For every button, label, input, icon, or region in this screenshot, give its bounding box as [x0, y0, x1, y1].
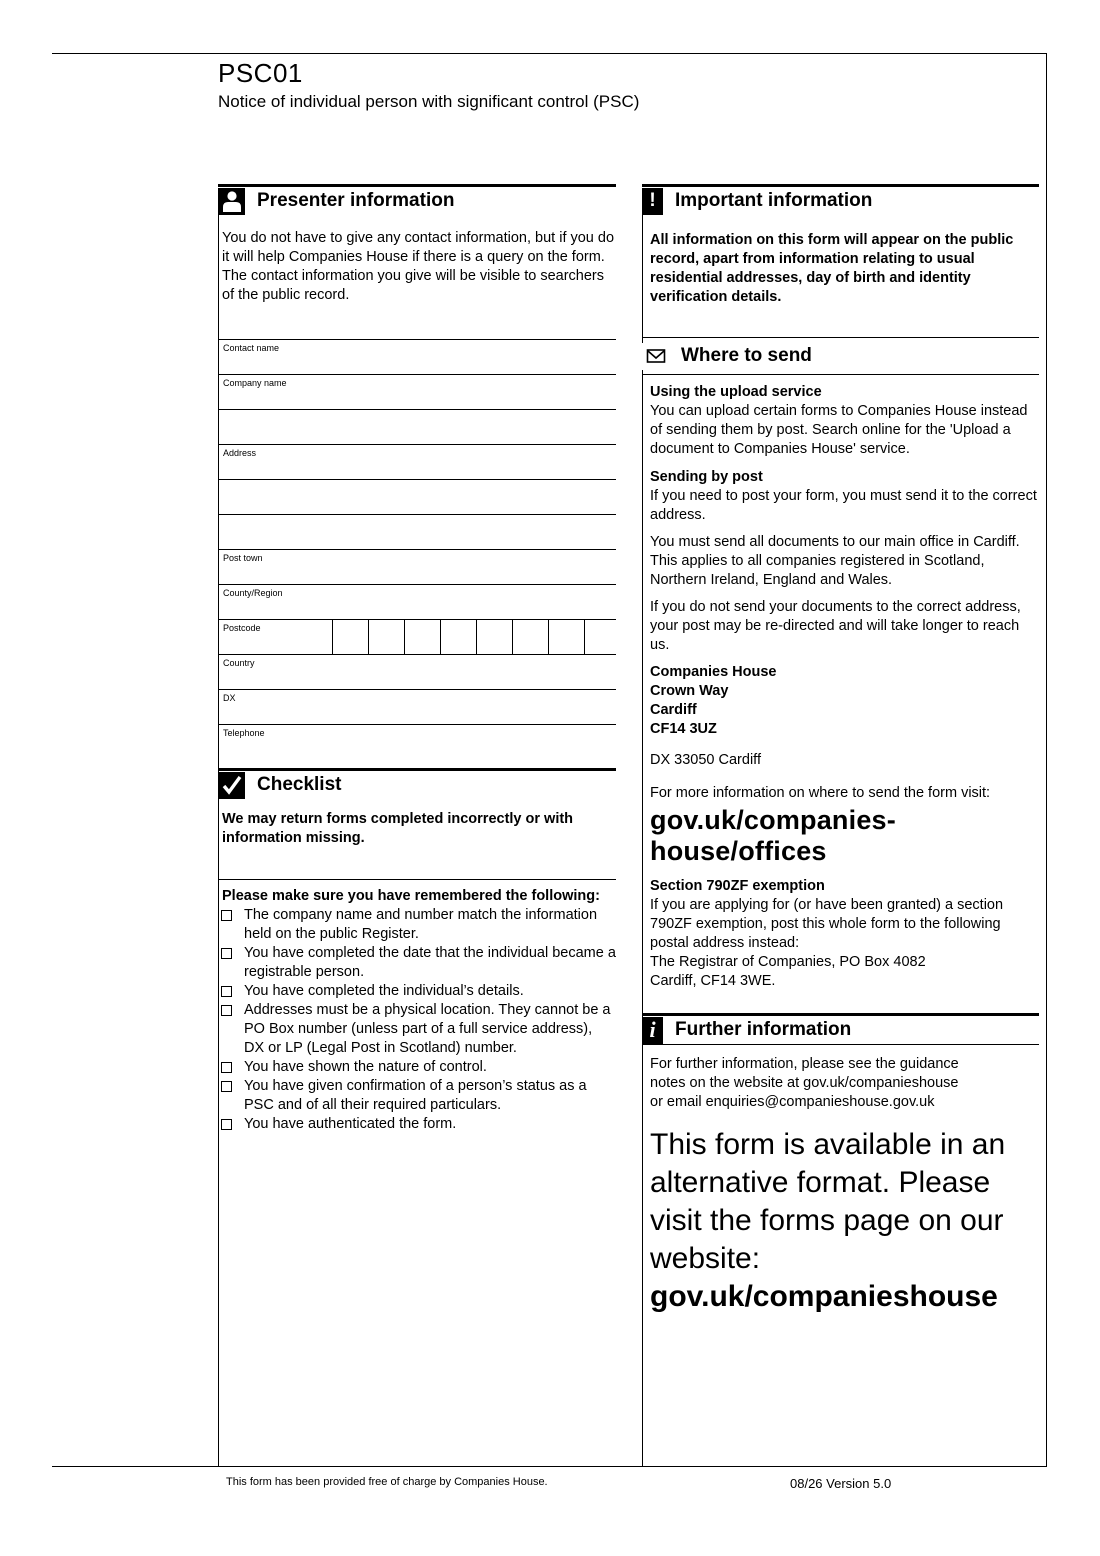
postcode-field[interactable] [218, 619, 616, 654]
offices-link[interactable]: gov.uk/companies-house/offices [650, 805, 896, 866]
dx-field[interactable] [218, 689, 616, 724]
telephone-label: Telephone [223, 728, 265, 738]
checkbox[interactable] [221, 1005, 232, 1016]
important-heading [642, 184, 1039, 215]
right-column-rule [642, 215, 643, 1466]
dx-address: DX 33050 Cardiff [650, 752, 761, 768]
country-label: Country [223, 658, 255, 668]
form-code: PSC01 [218, 58, 303, 88]
further-text-line: For further information, please see the guidance [650, 1056, 959, 1072]
companies-house-address: Companies House Crown Way Cardiff CF14 3UZ [650, 664, 777, 737]
checklist-title: Checklist [257, 774, 342, 795]
postcode-box[interactable] [512, 620, 548, 655]
where-to-send-title: Where to send [681, 345, 812, 366]
further-body [642, 1045, 1039, 1316]
tick-icon [218, 772, 245, 799]
upload-text: You can upload certain forms to Companies House instead of sending them by post. Search online for the 'Upload a document to Companies House' service. [650, 403, 1028, 457]
post-town-field[interactable] [218, 549, 616, 584]
postcode-box[interactable] [332, 620, 368, 655]
more-info-text: For more information on where to send the form visit: [650, 785, 991, 801]
exemption-text: If you are applying for (or have been granted) a section 790ZF exemption, post this whole form to the following postal address instead: [650, 897, 1004, 951]
company-name-label: Company name [223, 378, 287, 388]
presenter-title: Presenter information [257, 190, 455, 211]
checklist-intro: Please make sure you have remembered the following: [222, 888, 600, 904]
address-field-line3[interactable] [218, 514, 616, 549]
important-title: Important information [675, 190, 873, 211]
left-column [218, 184, 616, 1134]
envelope-icon [642, 343, 669, 370]
presenter-intro: You do not have to give any contact information, but if you do it will help Companies House if there is a query on the form. The contact information you give will be visible to searchers of the public record. [222, 230, 615, 303]
checklist-item: Addresses must be a physical location. They cannot be a PO Box number (unless part of a full service address), DX or LP (Legal Post in Scotland) number. [218, 1001, 616, 1058]
checkbox[interactable] [221, 986, 232, 997]
exemption-address-2: Cardiff, CF14 3WE. [650, 973, 776, 989]
info-icon: i [642, 1017, 663, 1044]
checkbox[interactable] [221, 1062, 232, 1073]
exemption-address-1: The Registrar of Companies, PO Box 4082 [650, 954, 926, 970]
page-right-rule [1046, 53, 1047, 1467]
form-title: Notice of individual person with significant control (PSC) [218, 92, 640, 111]
address-label: Address [223, 448, 257, 458]
alt-format-link[interactable]: gov.uk/companieshouse [650, 1280, 998, 1313]
checkbox[interactable] [221, 1081, 232, 1092]
country-field[interactable] [218, 654, 616, 689]
alt-format-text: This form is available in an alternative format. Please visit the forms page on our website: [650, 1128, 1006, 1275]
postcode-box[interactable] [584, 620, 620, 655]
dx-label: DX [223, 693, 236, 703]
further-title: Further information [675, 1019, 852, 1040]
telephone-field[interactable] [218, 724, 616, 768]
person-icon [218, 188, 245, 215]
postcode-box[interactable] [404, 620, 440, 655]
post-town-label: Post town [223, 553, 263, 563]
checklist-item: You have authenticated the form. [218, 1115, 616, 1134]
page-top-rule [52, 53, 1047, 54]
postcode-boxes [332, 620, 620, 655]
company-name-field[interactable] [218, 374, 616, 409]
checklist-item: You have completed the date that the individual became a registrable person. [218, 944, 616, 982]
exemption-title: Section 790ZF exemption [650, 878, 825, 894]
where-to-send-body [642, 375, 1039, 991]
checkbox[interactable] [221, 1119, 232, 1130]
postcode-box[interactable] [548, 620, 584, 655]
checklist-heading [218, 768, 616, 799]
checklist-item: You have completed the individual’s details. [218, 982, 616, 1001]
contact-name-label: Contact name [223, 343, 280, 353]
checklist-warning: We may return forms completed incorrectly or with information missing. [222, 811, 574, 846]
exclamation-icon: ! [642, 188, 663, 215]
page-bottom-rule [52, 1466, 1047, 1467]
checkbox[interactable] [221, 910, 232, 921]
address-field[interactable] [218, 444, 616, 479]
post-text-1: If you need to post your form, you must send it to the correct address. [650, 488, 1037, 523]
checklist-item: The company name and number match the information held on the public Register. [218, 906, 616, 944]
checklist-items [218, 906, 616, 1134]
right-column [642, 184, 1039, 1316]
postcode-label: Postcode [223, 623, 261, 633]
company-name-field-line2[interactable] [218, 409, 616, 444]
further-text-line: notes on the website at gov.uk/companieshouse [650, 1075, 959, 1091]
checklist-item: You have shown the nature of control. [218, 1058, 616, 1077]
postcode-box[interactable] [476, 620, 512, 655]
post-title: Sending by post [650, 469, 763, 485]
footer-version: 08/26 Version 5.0 [790, 1476, 892, 1491]
contact-name-field[interactable] [218, 339, 616, 374]
further-heading [642, 1013, 1039, 1044]
upload-title: Using the upload service [650, 384, 822, 400]
postcode-box[interactable] [368, 620, 404, 655]
county-region-field[interactable] [218, 584, 616, 619]
where-to-send-heading [642, 337, 1039, 374]
important-text: All information on this form will appear on the public record, apart from information relating to usual residential addresses, day of birth and identity verification details. [650, 232, 1014, 305]
post-text-2: You must send all documents to our main office in Cardiff. This applies to all companies registered in Scotland, Northern Ireland, England and Wales. [650, 534, 1020, 588]
post-text-3: If you do not send your documents to the correct address, your post may be re-directed and will take longer to reach us. [650, 599, 1021, 653]
address-field-line2[interactable] [218, 479, 616, 514]
postcode-box[interactable] [440, 620, 476, 655]
checklist-item: You have given confirmation of a person’s status as a PSC and of all their required particulars. [218, 1077, 616, 1115]
county-region-label: County/Region [223, 588, 283, 598]
footer-left: This form has been provided free of charge by Companies House. [226, 1476, 548, 1488]
presenter-heading [218, 184, 616, 215]
further-text-line: or email enquiries@companieshouse.gov.uk [650, 1094, 935, 1110]
checkbox[interactable] [221, 948, 232, 959]
